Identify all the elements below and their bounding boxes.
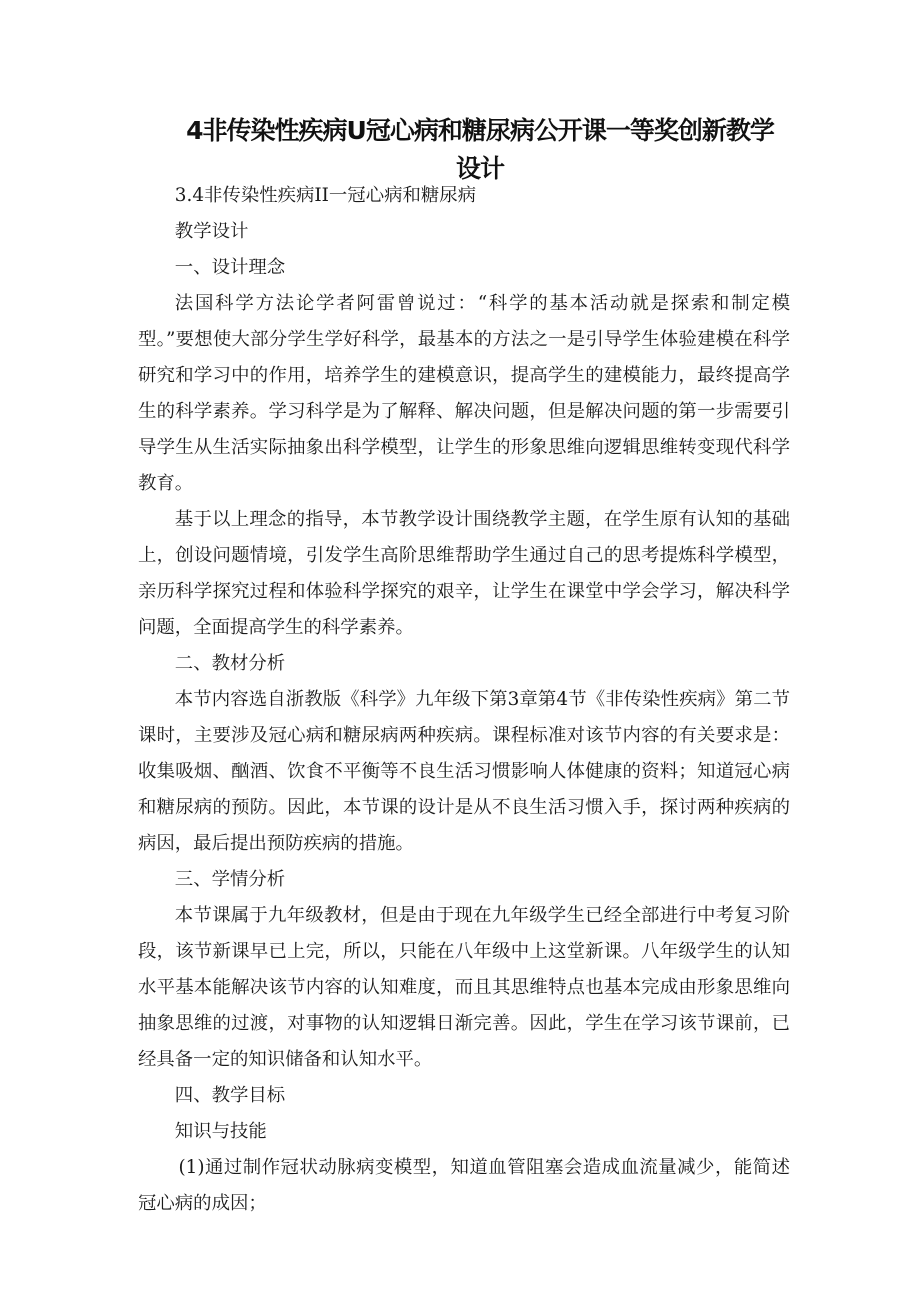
section-heading-design-concept: 一、设计理念 (174, 257, 286, 278)
section-label: 教学设计 (174, 221, 249, 242)
section-heading-material-analysis: 二、教材分析 (174, 653, 286, 674)
document-body (138, 178, 790, 1222)
sub-heading-knowledge-skills: 知识与技能 (174, 1121, 267, 1142)
title-line-2: 设计 (455, 154, 504, 183)
section-heading-student-analysis: 三、学情分析 (174, 869, 286, 890)
section-heading-teaching-goals: 四、教学目标 (174, 1085, 286, 1106)
list-item: (1)通过制作冠状动脉病变模型，知道血管阻塞会造成血流量减少，能简述冠心病的成因； (138, 1157, 790, 1214)
paragraph: 本节内容选自浙教版《科学》九年级下第3章第4节《非传染性疾病》第二节课时，主要涉及冠心病和糖尿病两种疾病。课程标准对该节内容的有关要求是：收集吸烟、酗酒、饮食不平衡等不良生活习惯影响人体健康的资料；知道冠心病和糖尿病的预防。因此，本节课的设计是从不良生活习惯入手，探讨两种疾病的病因，最后提出预防疾病的措施。 (138, 689, 790, 854)
paragraph: 本节课属于九年级教材，但是由于现在九年级学生已经全部进行中考复习阶段，该节新课早已上完，所以，只能在八年级中上这堂新课。八年级学生的认知水平基本能解决该节内容的认知难度，而且其思维特点也基本完成由形象思维向抽象思维的过渡，对事物的认知逻辑日渐完善。因此，学生在学习该节课前，已经具备一定的知识储备和认知水平。 (138, 905, 790, 1070)
subtitle: 3.4非传染性疾病II一冠心病和糖尿病 (174, 185, 477, 206)
title-line-1: 4非传染性疾病U冠心病和糖尿病公开课一等奖创新教学 (186, 116, 774, 145)
paragraph: 法国科学方法论学者阿雷曾说过：“科学的基本活动就是探索和制定模型。”要想使大部分学生学好科学，最基本的方法之一是引导学生体验建模在科学研究和学习中的作用，培养学生的建模意识，提高学生的建模能力，最终提高学生的科学素养。学习科学是为了解释、解决问题，但是解决问题的第一步需要引导学生从生活实际抽象出科学模型，让学生的形象思维向逻辑思维转变现代科学教育。 (138, 293, 790, 494)
paragraph: 基于以上理念的指导，本节教学设计围绕教学主题，在学生原有认知的基础上，创设问题情境，引发学生高阶思维帮助学生通过自己的思考提炼科学模型，亲历科学探究过程和体验科学探究的艰辛，让学生在课堂中学会学习，解决科学问题，全面提高学生的科学素养。 (138, 509, 790, 638)
document-title (160, 112, 800, 188)
